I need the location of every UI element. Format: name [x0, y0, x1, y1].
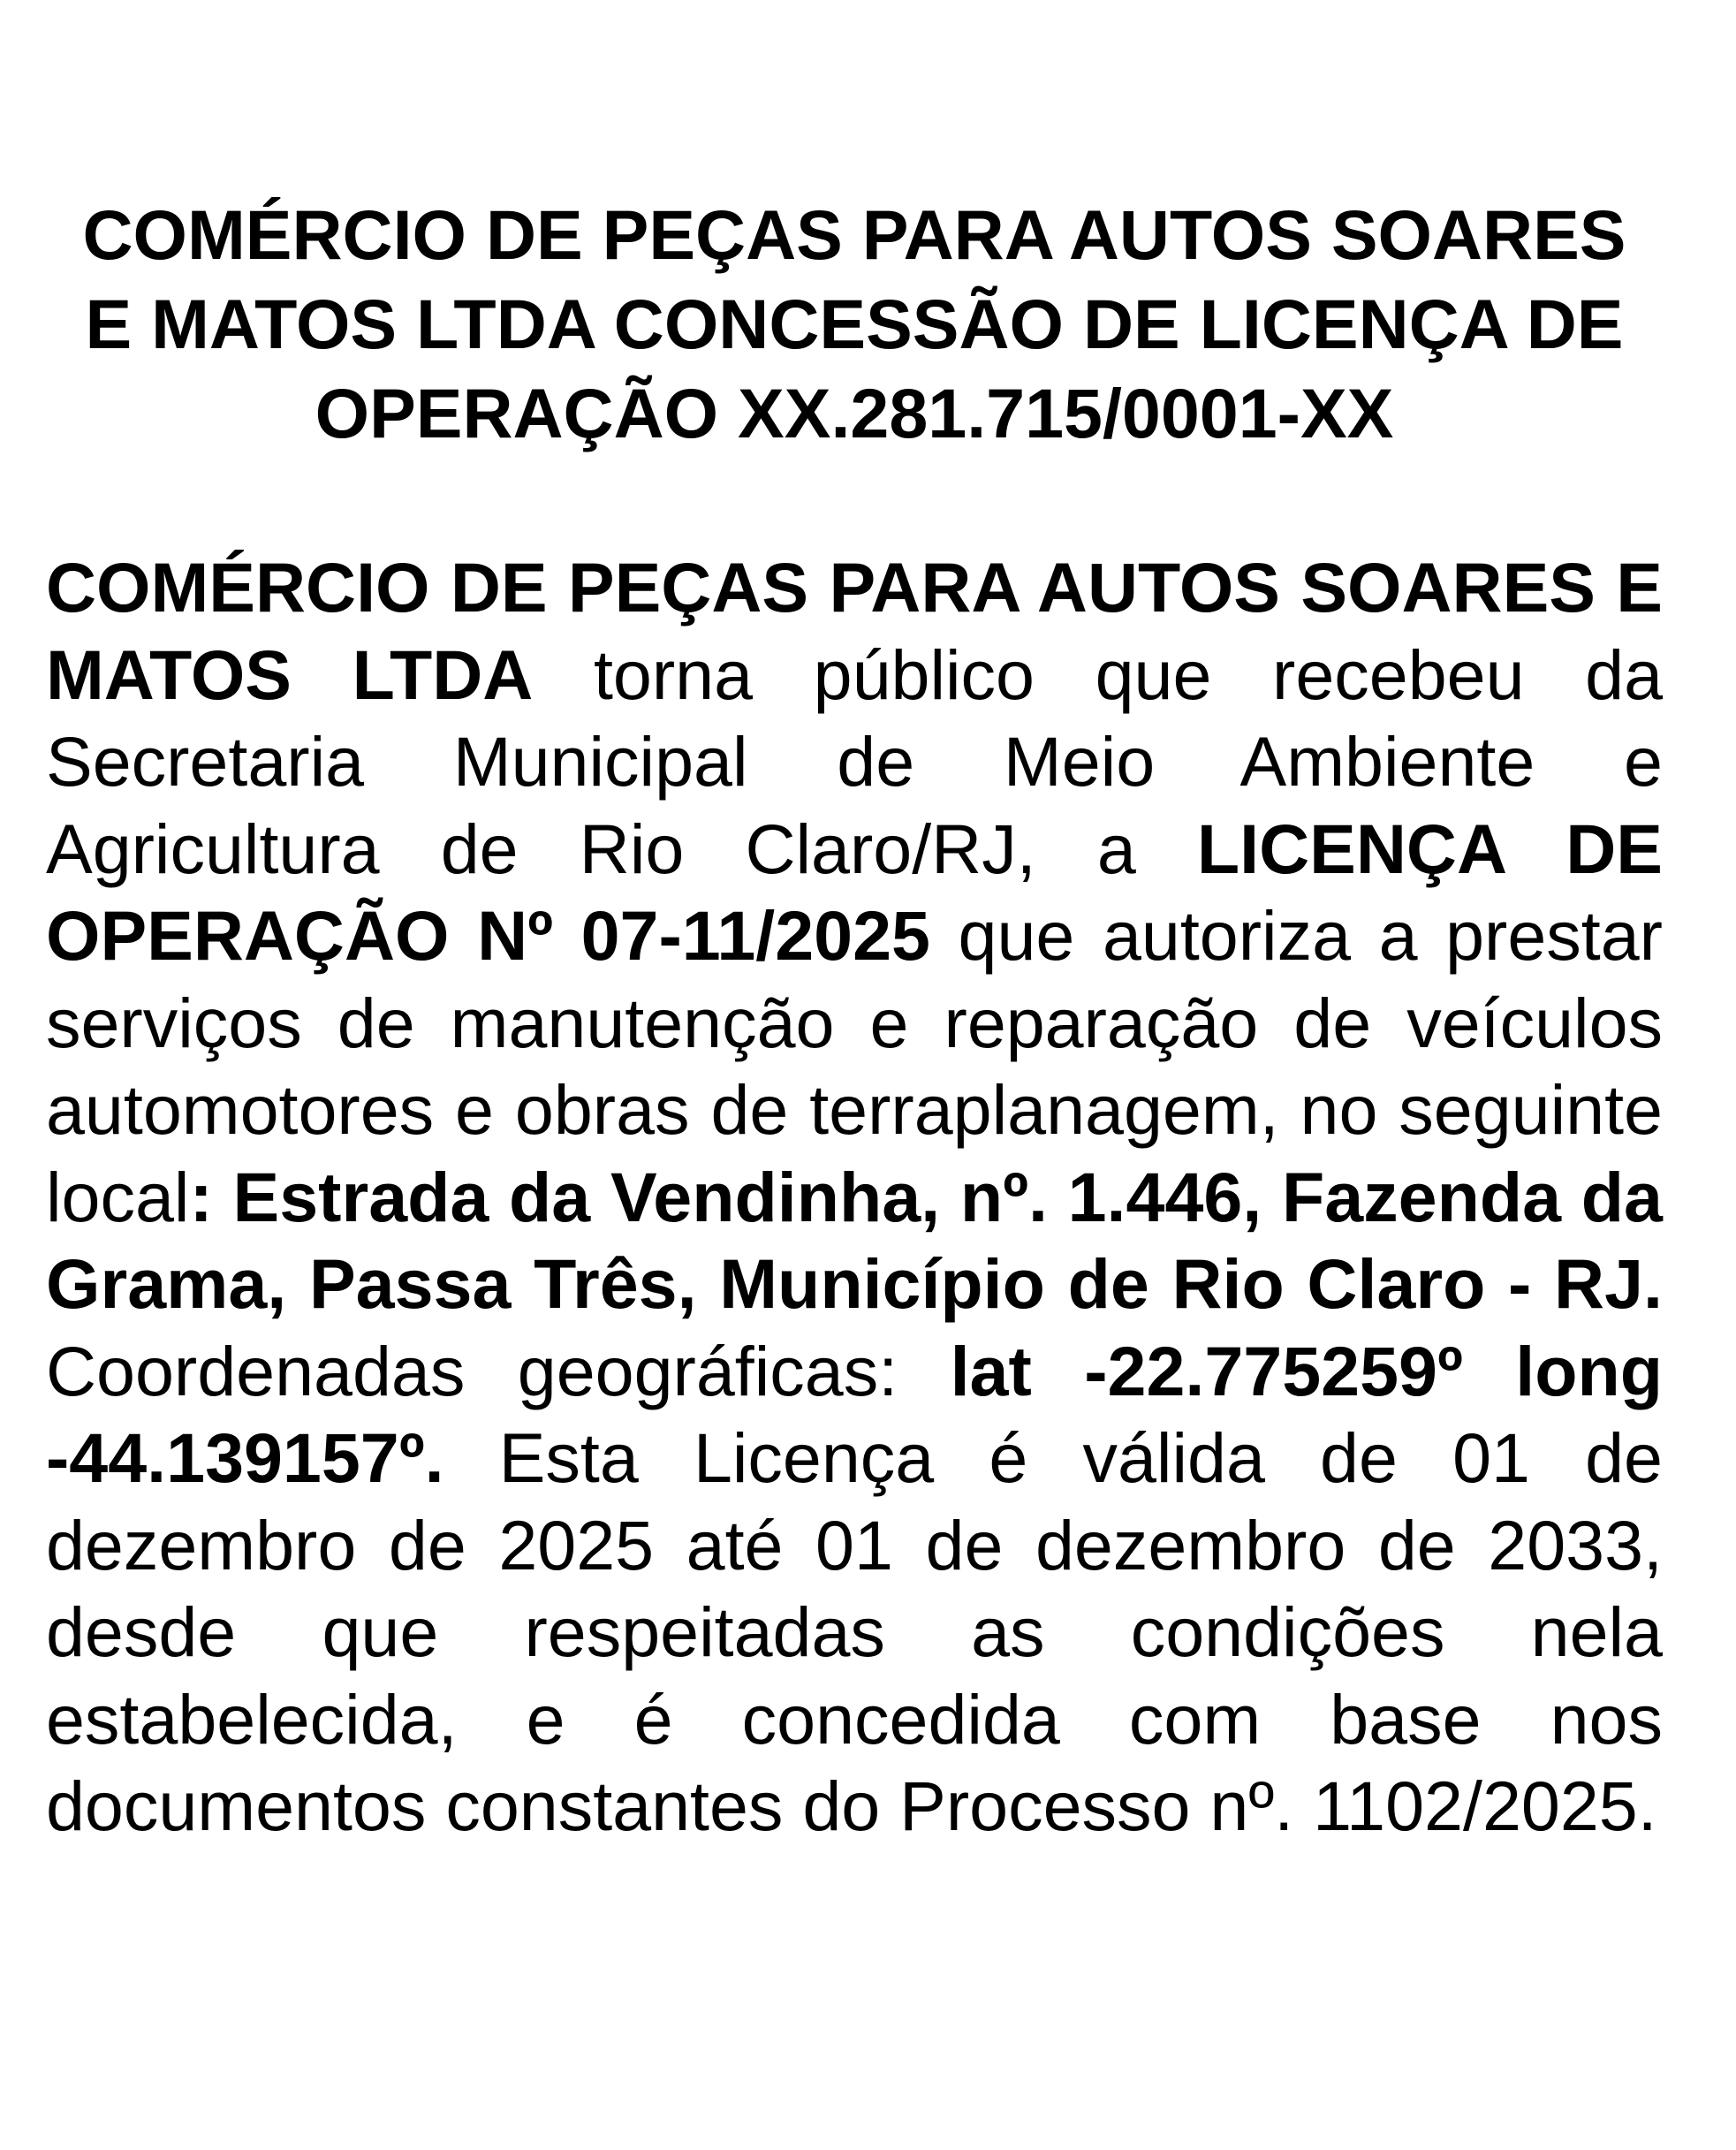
geographic-coordinates: lat -22.775259º long -44.139157º. [46, 1331, 1663, 1497]
company-name: COMÉRCIO DE PEÇAS PARA AUTOS SOARES E MATOS LTDA [46, 548, 1663, 714]
body-text-coordinates-label: Coordenadas geográficas: [46, 1331, 951, 1410]
license-number: LICENÇA DE OPERAÇÃO Nº 07-11/2025 [46, 809, 1663, 975]
notice-title-line-2: E MATOS LTDA CONCESSÃO DE LICENÇA DE [85, 285, 1624, 363]
body-text-intro: torna público que recebeu da Secretaria Municipal de Meio Ambiente e Agricultura de Rio Claro/RJ, a [46, 634, 1663, 888]
body-text-authorization: que autoriza a prestar serviços de manutenção e reparação de veículos automotores e obras de terraplanagem, no seguinte local [46, 896, 1663, 1236]
license-notice [46, 190, 1663, 1850]
notice-body [46, 544, 1663, 1850]
site-address: : Estrada da Vendinha, nº. 1.446, Fazenda da Grama, Passa Três, Município de Rio Claro - RJ. [46, 1157, 1663, 1323]
body-text-validity: Esta Licença é válida de 01 de dezembro de 2025 até 01 de dezembro de 2033, desde que respeitadas as condições nela estabelecida, e é concedida com base nos documentos constantes do Processo nº. 1102/2025. [46, 1418, 1663, 1845]
notice-title-line-3: OPERAÇÃO XX.281.715/0001-XX [315, 374, 1394, 452]
notice-title-line-1: COMÉRCIO DE PEÇAS PARA AUTOS SOARES [82, 195, 1626, 274]
notice-title [46, 190, 1663, 458]
